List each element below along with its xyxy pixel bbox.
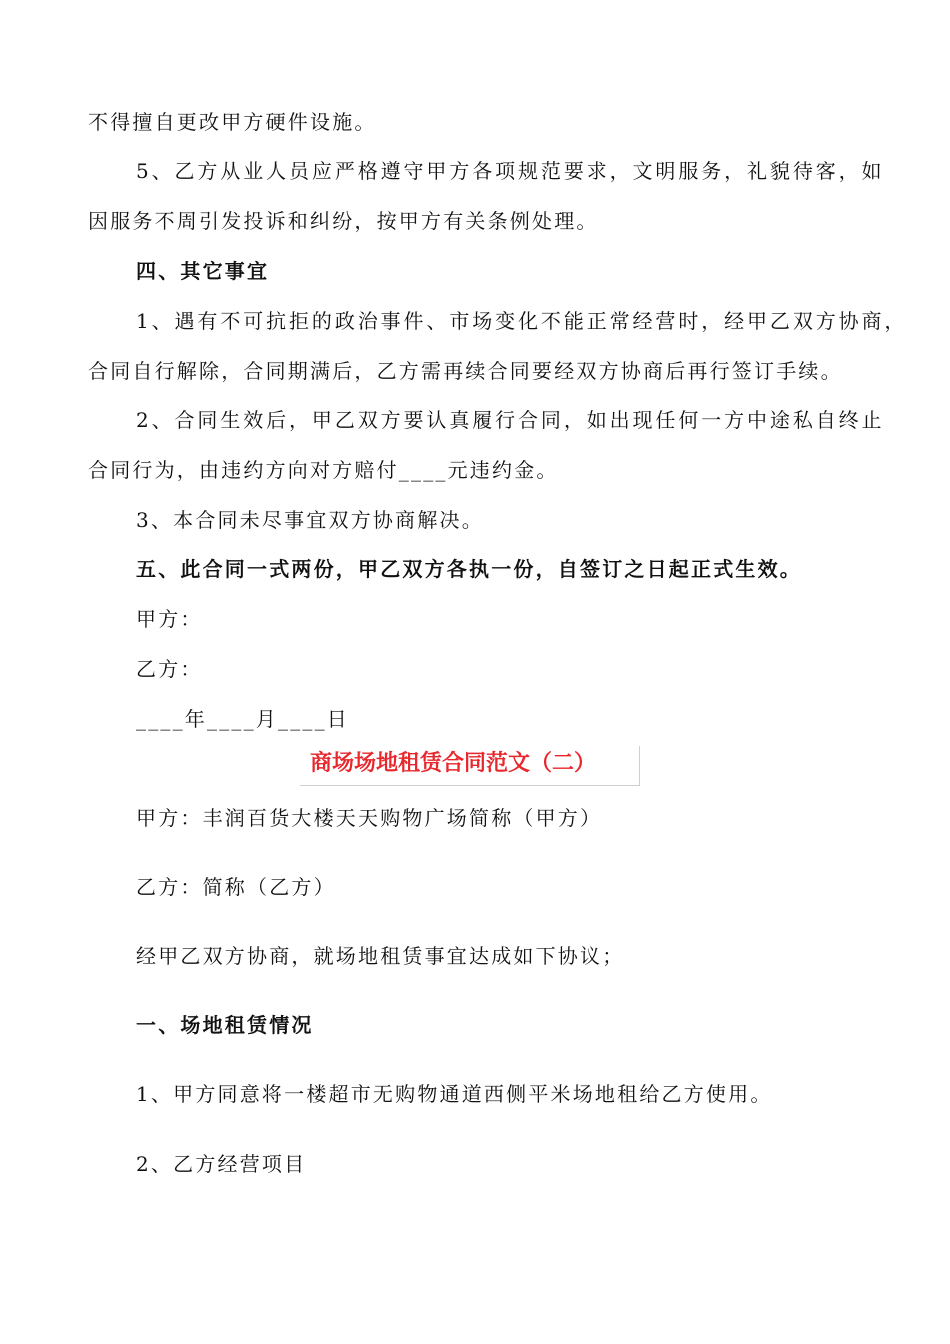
paragraph-line: 3、本合同未尽事宜双方协商解决。	[136, 508, 484, 532]
paragraph-line: 1、甲方同意将一楼超市无购物通道西侧平米场地租给乙方使用。	[136, 1082, 773, 1106]
signature-party-a: 甲方：	[136, 607, 203, 631]
paragraph-line: 合同自行解除，合同期满后，乙方需再续合同要经双方协商后再行签订手续。	[88, 359, 843, 383]
party-a-line: 甲方：丰润百货大楼天天购物广场简称（甲方）	[136, 806, 603, 830]
section-title: 商场场地租赁合同范文（二）	[310, 751, 597, 776]
paragraph-line: 1、遇有不可抗拒的政治事件、市场变化不能正常经营时，经甲乙双方协商，	[136, 309, 908, 333]
paragraph-line: 不得擅自更改甲方硬件设施。	[88, 110, 377, 134]
party-b-line: 乙方：简称（乙方）	[136, 875, 336, 899]
signature-date: ____年____月____日	[136, 707, 349, 731]
paragraph-line: 2、乙方经营项目	[136, 1152, 307, 1176]
section-heading: 一、场地租赁情况	[136, 1013, 314, 1037]
paragraph-line: 5、乙方从业人员应严格遵守甲方各项规范要求，文明服务，礼貌待客，如	[136, 159, 885, 183]
intro-line: 经甲乙双方协商，就场地租赁事宜达成如下协议；	[136, 944, 625, 968]
section-heading: 四、其它事宜	[136, 259, 270, 283]
section-heading: 五、此合同一式两份，甲乙双方各执一份，自签订之日起正式生效。	[136, 557, 802, 581]
paragraph-line: 2、合同生效后，甲乙双方要认真履行合同，如出现任何一方中途私自终止	[136, 408, 885, 432]
paragraph-line: 因服务不周引发投诉和纠纷，按甲方有关条例处理。	[88, 209, 599, 233]
signature-party-b: 乙方：	[136, 657, 203, 681]
paragraph-line: 合同行为，由违约方向对方赔付____元违约金。	[88, 458, 559, 482]
